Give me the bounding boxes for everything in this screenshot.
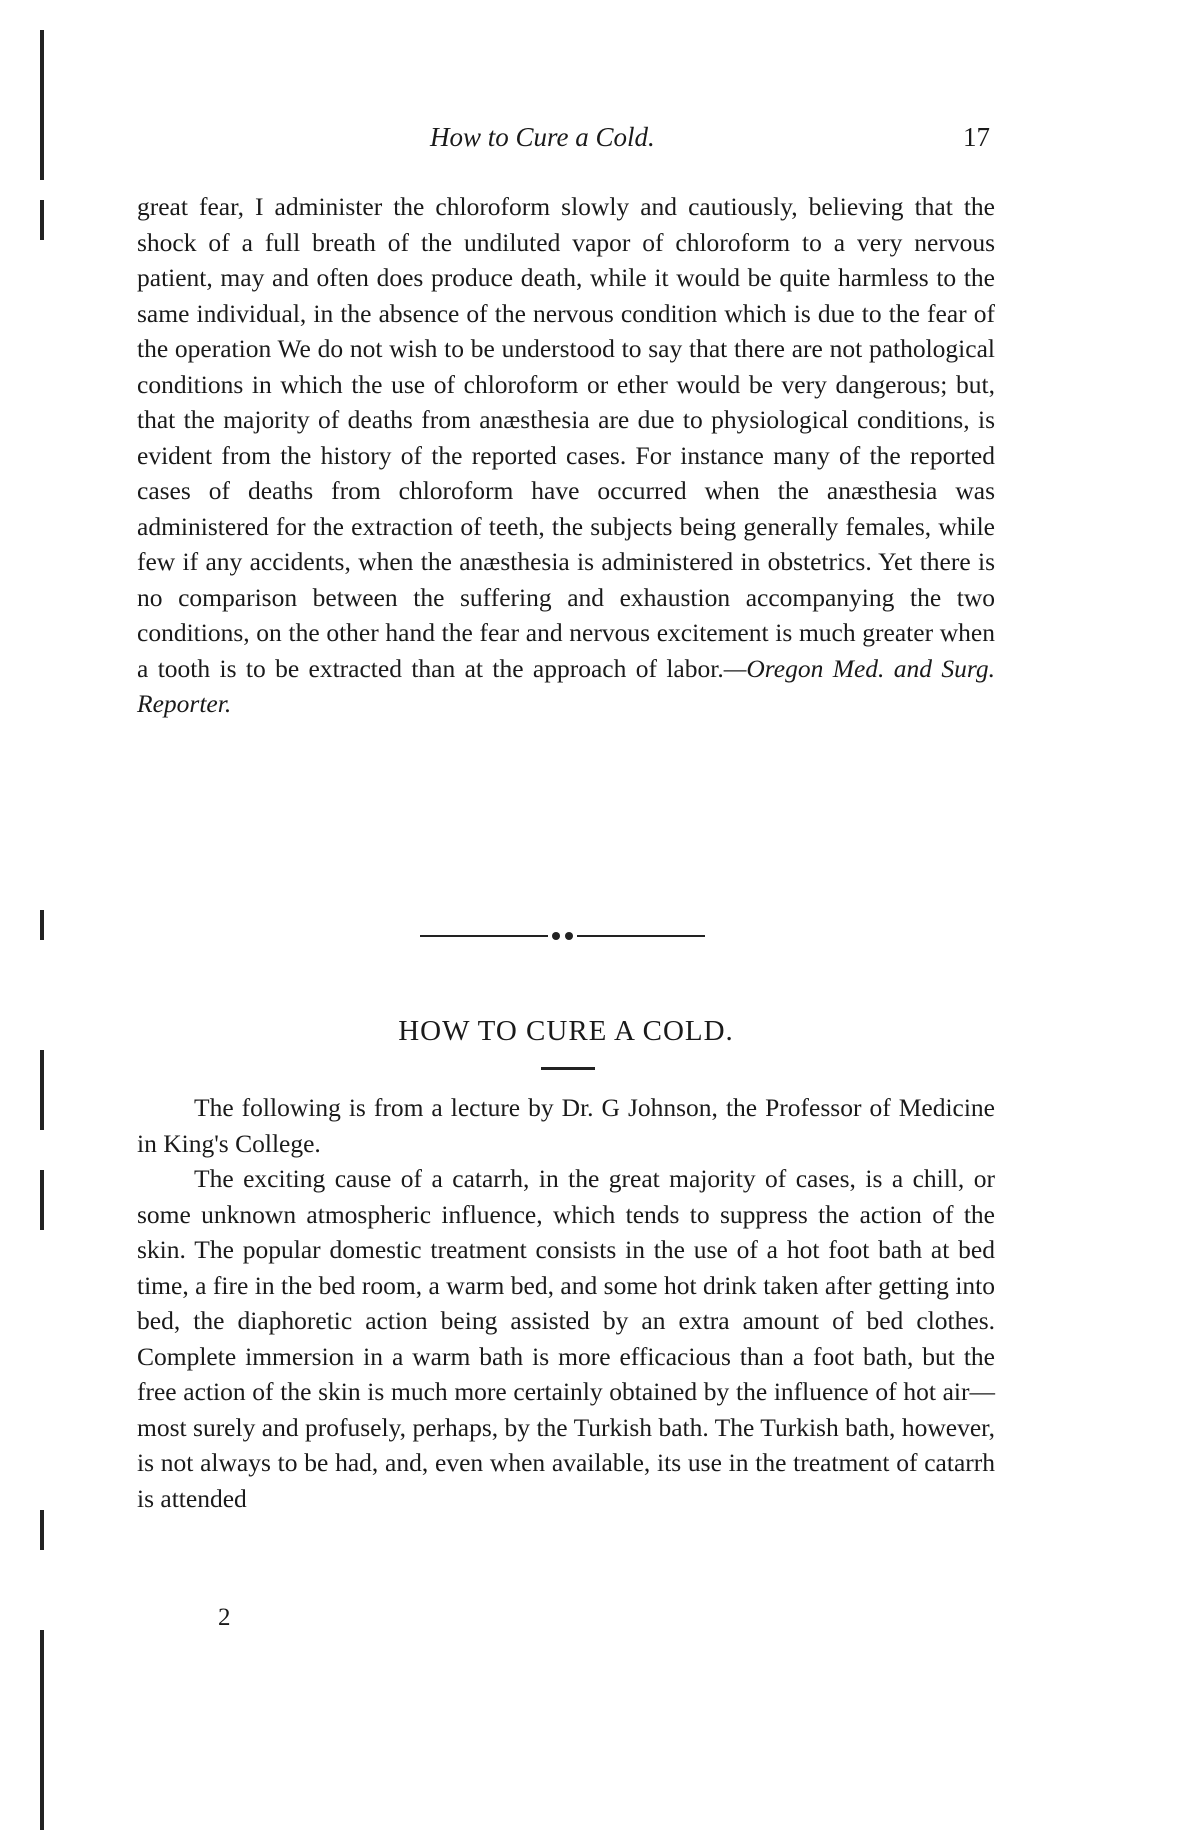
- paragraph: The following is from a lecture by Dr. G Johnson, the Professor of Medicine in King's College.: [137, 1093, 995, 1158]
- section-heading: HOW TO CURE A COLD.: [398, 1015, 734, 1047]
- continued-paragraph-text: great fear, I administer the chloroform slowly and cautiously, believing that the shock of a full breath of the undiluted vapor of chloroform to a very nervous patient, may and often does produce death, while it would be quite harmless to the same individual, in the absence of the nervous condition which is due to the fear of the operation We do not wish to be understood to say that there are not pathological conditions in which the use of chloroform or ether would be very dangerous; but, that the majority of deaths from anæsthesia are due to physiological conditions, is evident from the history of the reported cases. For instance many of the reported cases of deaths from chloroform have occurred when the anæsthesia was administered for the extraction of teeth, the subjects being generally females, while few if any accidents, when the anæsthesia is administered in obstetrics. Yet there is no comparison between the suffering and exhaustion accompanying the two conditions, on the other hand the fear and nervous excitement is much greater when a tooth is to be extracted than at the approach of labor.: [137, 192, 995, 683]
- section-divider-ornament: [420, 932, 705, 940]
- page-number: 17: [963, 122, 990, 152]
- continued-article: [137, 189, 995, 722]
- running-head: [430, 122, 1010, 162]
- continued-paragraph: [137, 189, 995, 722]
- section-body: [137, 1090, 995, 1516]
- article-source: —Oregon Med. and Surg. Reporter.: [137, 653, 996, 718]
- running-head-title: How to Cure a Cold.: [430, 122, 655, 152]
- signature-mark: 2: [218, 1604, 231, 1631]
- heading-rule: [541, 1067, 595, 1070]
- binding-edge: [40, 30, 44, 1830]
- paragraph: The exciting cause of a catarrh, in the great majority of cases, is a chill, or some unknown atmospheric influence, which tends to suppress the action of the skin. The popular domestic treatment consists in the use of a hot foot bath at bed time, a fire in the bed room, a warm bed, and some hot drink taken after getting into bed, the diaphoretic action being assisted by an extra amount of bed clothes. Complete immersion in a warm bath is more efficacious than a foot bath, but the free action of the skin is much more certainly obtained by the influence of hot air—most surely and profusely, perhaps, by the Turkish bath. The Turkish bath, however, is not always to be had, and, even when available, its use in the treatment of catarrh is attended: [137, 1164, 995, 1513]
